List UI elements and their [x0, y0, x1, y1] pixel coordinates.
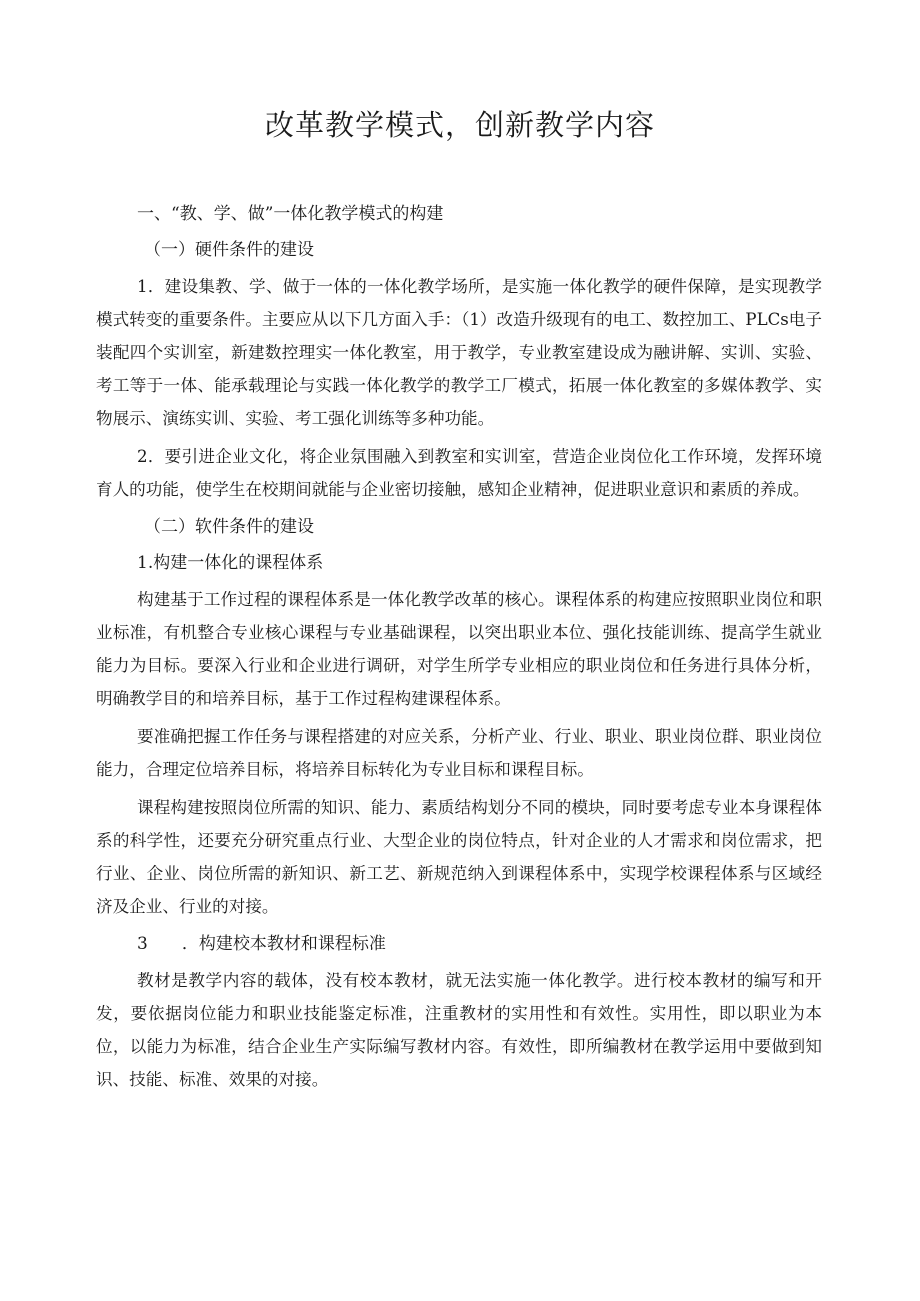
document-body [96, 198, 822, 1101]
page-title: 改革教学模式，创新教学内容 [264, 108, 655, 142]
subsection-heading-software: （二）软件条件的建设 [144, 517, 314, 537]
paragraph: 要准确把握工作任务与课程搭建的对应关系，分析产业、行业、职业、职业岗位群、职业岗位能力，合理定位培养目标，将培养目标转化为专业目标和课程目标。 [96, 727, 822, 779]
paragraph: 2．要引进企业文化，将企业氛围融入到教室和实训室，营造企业岗位化工作环境，发挥环境育人的功能，使学生在校期间就能与企业密切接触，感知企业精神，促进职业意识和素质的养成。 [96, 447, 822, 499]
subsection-heading-hardware: （一）硬件条件的建设 [144, 240, 314, 260]
section-heading: 一、“教、学、做”一体化教学模式的构建 [137, 204, 444, 224]
item-heading-curriculum: 1.构建一体化的课程体系 [137, 553, 324, 573]
paragraph: 课程构建按照岗位所需的知识、能力、素质结构划分不同的模块，同时要考虑专业本身课程体系的科学性，还要充分研究重点行业、大型企业的岗位特点，针对企业的人才需求和岗位需求，把行业、企业、岗位所需的新知识、新工艺、新规范纳入到课程体系中，实现学校课程体系与区域经济及企业、行业的对接。 [96, 798, 822, 916]
item-heading-textbooks: 3 ．构建校本教材和课程标准 [137, 934, 386, 954]
paragraph: 构建基于工作过程的课程体系是一体化教学改革的核心。课程体系的构建应按照职业岗位和职业标准，有机整合专业核心课程与专业基础课程，以突出职业本位、强化技能训练、提高学生就业能力为目标。要深入行业和企业进行调研，对学生所学专业相应的职业岗位和任务进行具体分析，明确教学目的和培养目标，基于工作过程构建课程体系。 [96, 590, 822, 708]
paragraph: 教材是教学内容的载体，没有校本教材，就无法实施一体化教学。进行校本教材的编写和开发，要依据岗位能力和职业技能鉴定标准，注重教材的实用性和有效性。实用性，即以职业为本位，以能力为标准，结合企业生产实际编写教材内容。有效性，即所编教材在教学运用中要做到知识、技能、标准、效果的对接。 [96, 971, 822, 1089]
paragraph: 1．建设集教、学、做于一体的一体化教学场所，是实施一体化教学的硬件保障，是实现教学模式转变的重要条件。主要应从以下几方面入手：（1）改造升级现有的电工、数控加工、PLCs电子装配四个实训室，新建数控理实一体化教室，用于教学，专业教室建设成为融讲解、实训、实验、考工等于一体、能承载理论与实践一体化教学的教学工厂模式，拓展一体化教室的多媒体教学、实物展示、演练实训、实验、考工强化训练等多种功能。 [96, 277, 822, 428]
